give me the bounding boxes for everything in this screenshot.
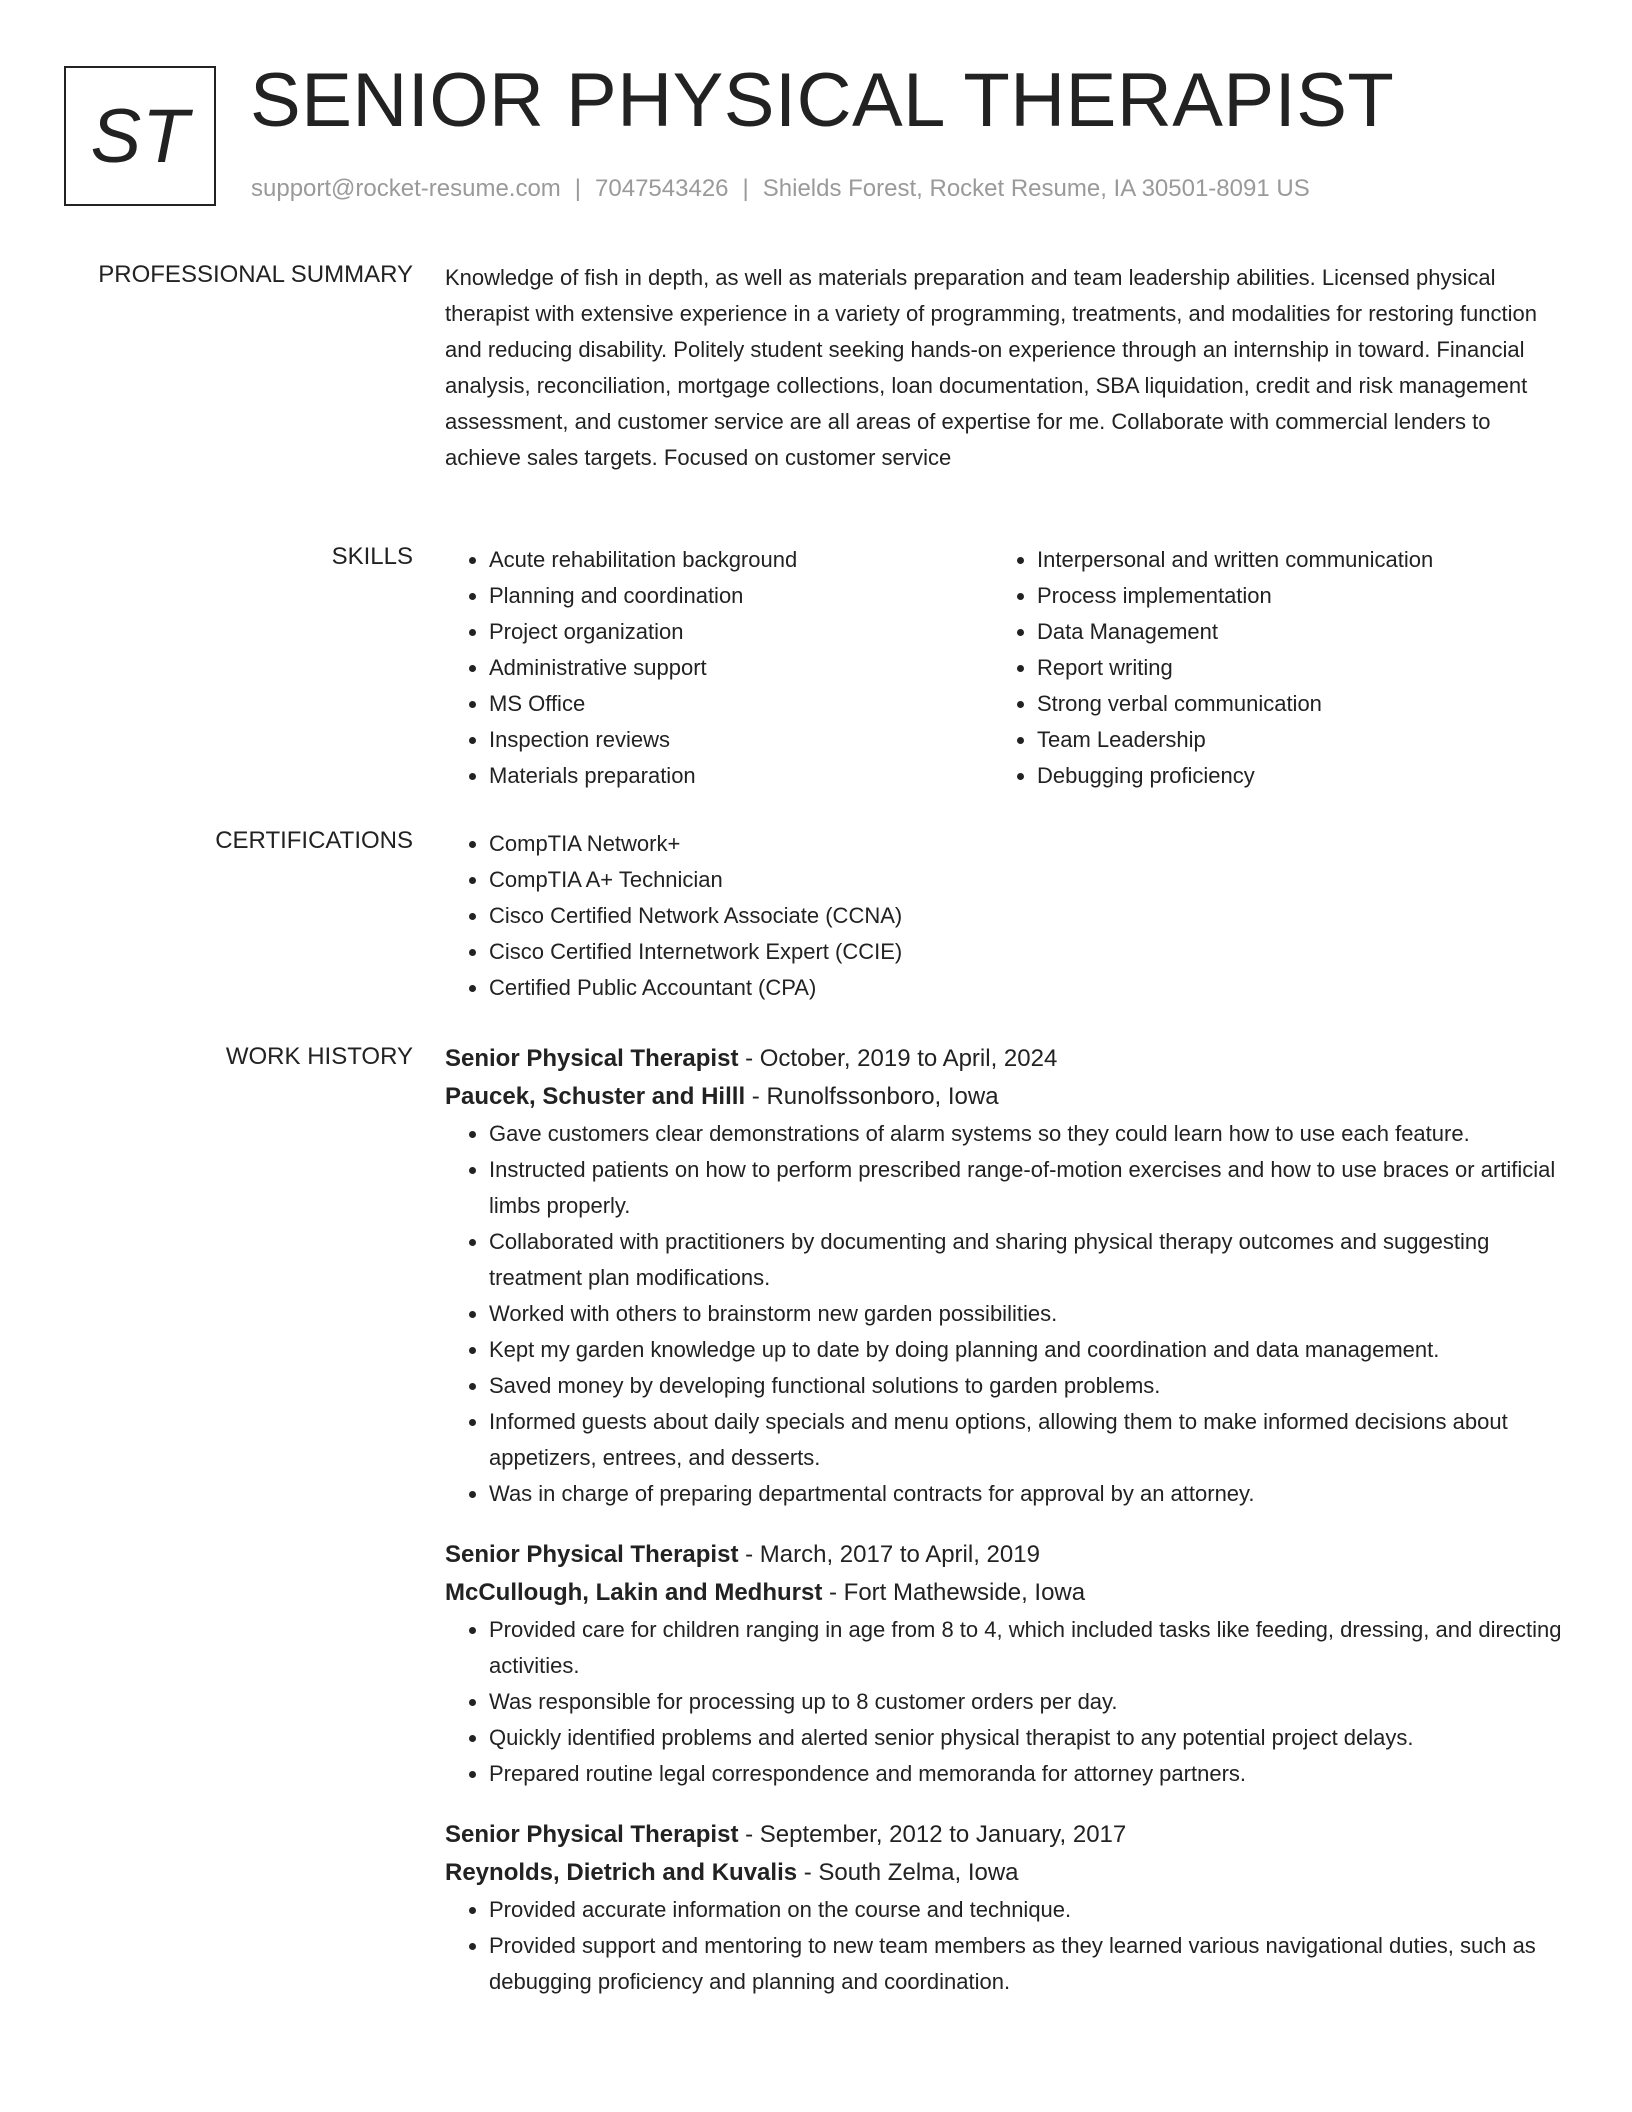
email-text: support@rocket-resume.com — [251, 175, 561, 202]
skills-column-left — [445, 542, 993, 794]
phone-text: 7047543426 — [595, 175, 729, 202]
skill-item: • Inspection reviews — [489, 722, 993, 758]
skill-item: • Report writing — [1037, 650, 1541, 686]
skill-item: • Process implementation — [1037, 578, 1541, 614]
address-text: Shields Forest, Rocket Resume, IA 30501-8091 US — [762, 175, 1310, 202]
job-duties-list — [445, 1116, 1565, 1512]
job-company-line — [445, 1854, 1565, 1892]
skills-body — [445, 542, 1565, 794]
skill-item: • Project organization — [489, 614, 993, 650]
contact-separator: | — [742, 175, 749, 202]
contact-separator: | — [574, 175, 582, 202]
skills-list-left — [445, 542, 993, 794]
job-location: - Fort Mathewside, Iowa — [822, 1579, 1086, 1606]
skill-item: • Interpersonal and written communication — [1037, 542, 1541, 578]
certifications-heading: CERTIFICATIONS — [215, 827, 413, 854]
certification-item: • Cisco Certified Network Associate (CCNA) — [489, 898, 1565, 934]
job-duty: • Provided support and mentoring to new team members as they learned various navigational duties, such as debugging proficiency and planning and coordination. — [489, 1928, 1565, 2000]
skills-heading: SKILLS — [331, 543, 413, 570]
job-entry — [445, 1816, 1565, 2000]
skill-item: • Strong verbal communication — [1037, 686, 1541, 722]
certification-item: • CompTIA A+ Technician — [489, 862, 1565, 898]
job-duties-list — [445, 1612, 1565, 1792]
skills-grid — [445, 542, 1565, 794]
contact-line — [251, 174, 1310, 204]
job-duty: • Saved money by developing functional solutions to garden problems. — [489, 1368, 1565, 1404]
job-duties-list — [445, 1892, 1565, 2000]
job-duty: • Gave customers clear demonstrations of alarm systems so they could learn how to use each feature. — [489, 1116, 1565, 1152]
skill-item: • Administrative support — [489, 650, 993, 686]
job-duty: • Provided care for children ranging in age from 8 to 4, which included tasks like feeding, dressing, and directing activities. — [489, 1612, 1565, 1684]
certifications-list — [445, 826, 1565, 1006]
certification-item: • Cisco Certified Internetwork Expert (CCIE) — [489, 934, 1565, 970]
skill-item: • Materials preparation — [489, 758, 993, 794]
skill-item: • MS Office — [489, 686, 993, 722]
summary-text: Knowledge of fish in depth, as well as materials preparation and team leadership abilities. Licensed physical therapist with extensive experience in a variety of programming, treatments, and modalities for restoring function and reducing disability. Politely student seeking hands-on experience through an internship in toward. Financial analysis, reconciliation, mortgage collections, loan documentation, SBA liquidation, credit and risk management assessment, and customer service are all areas of expertise for me. Collaborate with commercial lenders to achieve sales targets. Focused on customer service — [445, 265, 1537, 470]
work-history-body — [445, 1040, 1565, 2024]
summary-heading: PROFESSIONAL SUMMARY — [98, 261, 413, 288]
job-company-line — [445, 1078, 1565, 1116]
job-dates: - March, 2017 to April, 2019 — [738, 1541, 1040, 1568]
job-title: Senior Physical Therapist — [445, 1821, 739, 1848]
job-duty: • Informed guests about daily specials and menu options, allowing them to make informed decisions about appetizers, entrees, and desserts. — [489, 1404, 1565, 1476]
certifications-body — [445, 826, 1565, 1006]
job-duty: • Quickly identified problems and alerted senior physical therapist to any potential project delays. — [489, 1720, 1565, 1756]
skills-list-right — [993, 542, 1541, 794]
job-company-line — [445, 1574, 1565, 1612]
job-location: - South Zelma, Iowa — [797, 1859, 1019, 1886]
job-dates: - October, 2019 to April, 2024 — [738, 1045, 1058, 1072]
job-duty: • Was in charge of preparing departmental contracts for approval by an attorney. — [489, 1476, 1565, 1512]
job-title: Senior Physical Therapist — [445, 1045, 739, 1072]
job-duty: • Provided accurate information on the course and technique. — [489, 1892, 1565, 1928]
job-title-line — [445, 1816, 1565, 1854]
job-company: Paucek, Schuster and Hilll — [445, 1083, 746, 1110]
summary-body — [445, 260, 1565, 476]
job-duty: • Worked with others to brainstorm new garden possibilities. — [489, 1296, 1565, 1332]
job-title: Senior Physical Therapist — [445, 1541, 739, 1568]
certification-item: • CompTIA Network+ — [489, 826, 1565, 862]
job-title-line — [445, 1040, 1565, 1078]
certification-item: • Certified Public Accountant (CPA) — [489, 970, 1565, 1006]
skills-column-right — [993, 542, 1541, 794]
job-dates: - September, 2012 to January, 2017 — [738, 1821, 1127, 1848]
skill-item: • Planning and coordination — [489, 578, 993, 614]
job-location: - Runolfssonboro, Iowa — [745, 1083, 999, 1110]
job-company: Reynolds, Dietrich and Kuvalis — [445, 1859, 798, 1886]
job-entry — [445, 1040, 1565, 1512]
skill-item: • Acute rehabilitation background — [489, 542, 993, 578]
job-company: McCullough, Lakin and Medhurst — [445, 1579, 823, 1606]
job-title-line — [445, 1536, 1565, 1574]
work-history-heading: WORK HISTORY — [225, 1043, 413, 1070]
job-duty: • Was responsible for processing up to 8 customer orders per day. — [489, 1684, 1565, 1720]
job-duty: • Prepared routine legal correspondence and memoranda for attorney partners. — [489, 1756, 1565, 1792]
job-duty: • Collaborated with practitioners by documenting and sharing physical therapy outcomes and suggesting treatment plan modifications. — [489, 1224, 1565, 1296]
skill-item: • Debugging proficiency — [1037, 758, 1541, 794]
job-duty: • Instructed patients on how to perform prescribed range-of-motion exercises and how to use braces or artificial limbs properly. — [489, 1152, 1565, 1224]
skill-item: • Team Leadership — [1037, 722, 1541, 758]
job-duty: • Kept my garden knowledge up to date by doing planning and coordination and data management. — [489, 1332, 1565, 1368]
page-title: SENIOR PHYSICAL THERAPIST — [250, 58, 1395, 143]
monogram-logo: ST — [64, 66, 216, 206]
job-entry — [445, 1536, 1565, 1792]
skill-item: • Data Management — [1037, 614, 1541, 650]
